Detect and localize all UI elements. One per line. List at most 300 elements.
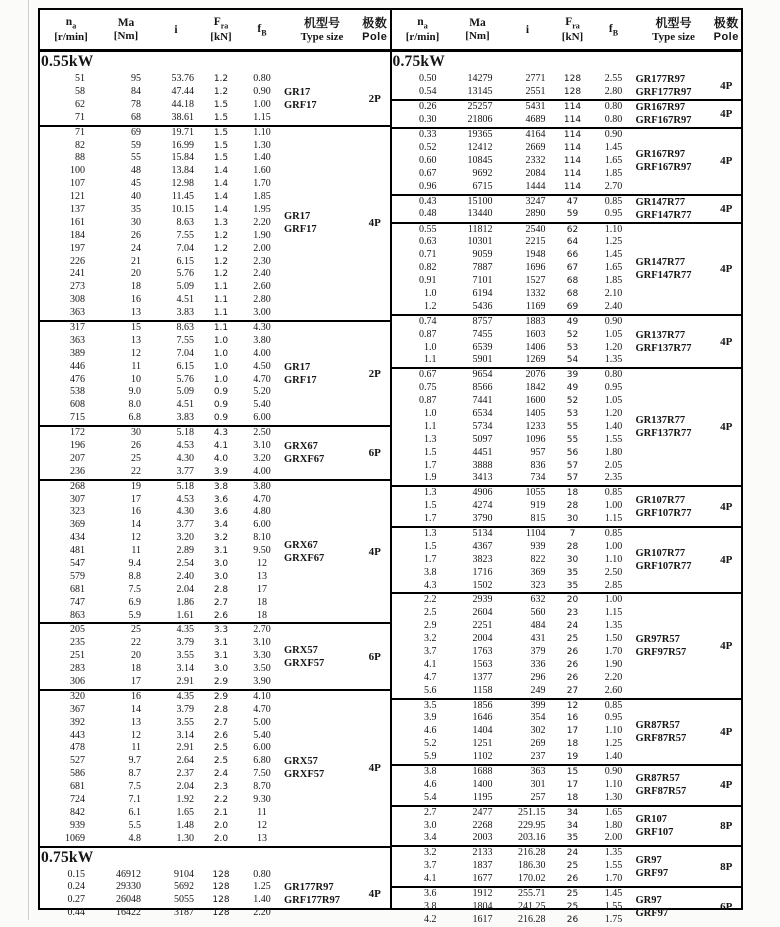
- cell-fb: 8.10: [253, 532, 271, 544]
- cell-na: 58: [75, 85, 85, 97]
- type-size-line: GR87R57: [635, 719, 680, 731]
- cell-na: 0.75: [419, 382, 437, 394]
- cell-i: 241.25: [518, 900, 546, 912]
- cell-ma: 2268: [472, 819, 493, 831]
- cell-fra: 25: [566, 634, 579, 645]
- cell-ma: 78: [131, 98, 141, 110]
- cell-fb: 1.80: [604, 446, 623, 458]
- cell-fra: 28: [566, 541, 579, 552]
- cell-ma: 13145: [467, 85, 493, 97]
- cell-fb: 0.85: [604, 527, 623, 539]
- cell-na: 251: [70, 650, 85, 662]
- spec-block: [392, 73, 742, 99]
- cell-fb: 5.20: [253, 386, 271, 398]
- cell-fb: 1.00: [253, 98, 271, 110]
- pole-value: 6P: [368, 446, 381, 459]
- cell-i: 3.79: [176, 703, 194, 715]
- cell-na: 0.27: [67, 894, 85, 906]
- cell-ma: 35: [131, 203, 141, 215]
- cell-fra: 1.2: [213, 243, 229, 254]
- cell-fb: 0.95: [604, 712, 623, 724]
- cell-fb: 1.35: [604, 620, 623, 632]
- cell-fb: 2.40: [604, 300, 623, 312]
- cell-na: 681: [70, 583, 85, 595]
- cell-i: 4.30: [176, 506, 194, 518]
- cell-i: 296: [530, 671, 546, 683]
- cell-fb: 13: [257, 832, 267, 844]
- cell-ma: 9692: [472, 167, 493, 179]
- cell-i: 939: [530, 540, 546, 552]
- cell-na: 0.63: [419, 236, 437, 248]
- cell-i: 2.91: [176, 742, 194, 754]
- pole-value: 4P: [720, 640, 733, 652]
- spec-block: [392, 222, 742, 314]
- cell-fra: 57: [566, 473, 579, 484]
- type-size-line: GR167R97: [635, 149, 686, 161]
- cell-fra: 1.0: [213, 374, 229, 385]
- type-size-line: GR147R77: [635, 256, 686, 268]
- cell-ma: 7.5: [128, 583, 141, 595]
- cell-ma: 13: [131, 334, 141, 346]
- cell-fra: 1.2: [213, 256, 229, 267]
- cell-na: 4.3: [424, 579, 437, 591]
- cell-ma: 8.7: [128, 768, 141, 780]
- cell-i: 1.86: [176, 596, 194, 608]
- cell-fra: 49: [566, 316, 579, 327]
- cell-i: 1405: [525, 407, 546, 419]
- cell-i: 919: [530, 500, 546, 512]
- cell-fra: 2.9: [213, 691, 229, 702]
- column-header-3: [554, 15, 592, 45]
- cell-fra: 67: [566, 263, 579, 274]
- spec-block: [392, 805, 742, 846]
- pole-value: 6P: [720, 901, 733, 914]
- type-size-line: GRF137R77: [635, 428, 692, 440]
- cell-ma: 6194: [472, 287, 493, 299]
- cell-na: 3.8: [424, 766, 437, 778]
- cell-na: 307: [70, 493, 85, 505]
- cell-fra: 18: [566, 488, 579, 499]
- cell-na: 306: [70, 676, 85, 688]
- column-header-unit: [kN]: [210, 31, 232, 44]
- cell-fra: 17: [566, 726, 579, 737]
- cell-i: 2.64: [176, 755, 194, 767]
- cell-i: 301: [530, 778, 546, 790]
- cell-i: 3.20: [176, 532, 194, 544]
- cell-fra: 2.8: [213, 704, 229, 715]
- pole-label: [712, 224, 742, 314]
- cell-ma: 9.4: [128, 558, 141, 569]
- cell-fra: 2.3: [213, 782, 229, 793]
- pole-value: 4P: [368, 545, 381, 558]
- cell-i: 1600: [525, 395, 546, 407]
- cell-na: 1.2: [424, 300, 437, 312]
- block-rows: [40, 481, 284, 623]
- cell-na: 71: [75, 111, 85, 123]
- block-rows: [392, 807, 636, 846]
- cell-i: 1696: [525, 262, 546, 274]
- spec-block: [392, 526, 742, 592]
- cell-fra: 2.5: [213, 743, 229, 754]
- cell-fb: 1.70: [604, 873, 623, 885]
- spec-block: [392, 99, 742, 127]
- cell-fb: 1.60: [253, 165, 271, 177]
- cell-i: 1527: [525, 275, 546, 287]
- cell-fb: 1.45: [604, 141, 623, 153]
- block-rows: [40, 624, 284, 688]
- cell-fb: 1.20: [604, 341, 623, 353]
- block-rows: [40, 691, 284, 846]
- cell-na: 363: [70, 307, 85, 319]
- cell-i: 1.65: [176, 806, 194, 818]
- cell-i: 1842: [525, 382, 546, 394]
- cell-i: 4.53: [176, 439, 194, 451]
- cell-fra: 2.8: [213, 584, 229, 595]
- cell-fb: 1.85: [253, 191, 271, 203]
- type-size-label: [284, 73, 360, 125]
- cell-i: 1948: [525, 249, 546, 261]
- cell-fra: 1.0: [213, 348, 229, 359]
- section-title: 0.55kW: [41, 53, 94, 71]
- type-size-line: GRXF67: [284, 552, 325, 564]
- cell-fb: 1.40: [253, 894, 271, 906]
- cell-fra: 16: [566, 713, 579, 724]
- cell-i: 2771: [525, 73, 546, 85]
- cell-na: 308: [70, 294, 85, 306]
- cell-fra: 1.5: [213, 127, 229, 138]
- cell-fra: 1.4: [213, 179, 229, 190]
- cell-i: 249: [530, 684, 546, 696]
- cell-na: 681: [70, 781, 85, 793]
- cell-fb: 0.90: [604, 766, 623, 778]
- cell-ma: 11: [131, 545, 141, 557]
- cell-na: 4.6: [424, 725, 437, 737]
- cell-fb: 2.80: [253, 294, 271, 306]
- cell-na: 3.4: [424, 832, 437, 844]
- cell-na: 1.7: [424, 459, 437, 471]
- column-header-3: [202, 15, 240, 45]
- cell-fra: 30: [566, 554, 579, 565]
- cell-fb: 9.30: [253, 794, 271, 806]
- cell-i: 2.91: [176, 676, 194, 688]
- block-rows: [392, 847, 636, 886]
- cell-i: 237: [530, 751, 546, 763]
- cell-fb: 2.20: [253, 216, 271, 228]
- cell-na: 4.6: [424, 778, 437, 790]
- cell-fb: 0.95: [604, 382, 623, 394]
- cell-fra: 3.1: [213, 651, 229, 662]
- cell-ma: 19: [131, 480, 141, 492]
- pole-label: [360, 624, 390, 688]
- pole-value: 4P: [720, 262, 733, 275]
- cell-ma: 5097: [472, 433, 493, 445]
- cell-fra: 3.6: [213, 494, 229, 505]
- cell-na: 71: [75, 126, 85, 138]
- pole-value: 4P: [720, 335, 733, 348]
- cell-fb: 1.65: [604, 262, 623, 274]
- type-size-line: GR97R57: [635, 634, 680, 645]
- cell-na: 4.1: [424, 658, 437, 670]
- type-size-label: [636, 369, 712, 485]
- cell-ma: 11: [131, 742, 141, 754]
- cell-na: 367: [70, 703, 85, 715]
- pole-label: [712, 129, 742, 193]
- cell-na: 939: [70, 819, 85, 831]
- cell-fb: 1.55: [604, 433, 623, 445]
- cell-i: 7.55: [176, 229, 194, 241]
- cell-ma: 11: [131, 360, 141, 372]
- type-size-label: [284, 322, 360, 425]
- cell-ma: 4906: [472, 487, 493, 499]
- cell-i: 3.79: [176, 637, 194, 649]
- cell-fb: 1.45: [604, 888, 623, 900]
- cell-ma: 3790: [472, 513, 493, 525]
- cell-fra: 56: [566, 447, 579, 458]
- column-header-unit: [r/min]: [54, 31, 88, 44]
- column-header-sub: ra: [220, 21, 229, 31]
- cell-na: 137: [70, 203, 85, 215]
- cell-fra: 57: [566, 460, 579, 471]
- column-header-main: F: [565, 16, 573, 28]
- pole-label: [712, 487, 742, 526]
- cell-fra: 28: [566, 501, 579, 512]
- cell-na: 283: [70, 663, 85, 675]
- cell-i: 3187: [174, 907, 194, 919]
- cell-fb: 1.10: [604, 553, 623, 565]
- spec-block: [392, 485, 742, 526]
- cell-i: 2.37: [176, 768, 194, 780]
- cell-i: 2.04: [176, 583, 194, 595]
- cell-ma: 7.5: [128, 781, 141, 793]
- type-size-label: [636, 594, 712, 697]
- pole-value: 4P: [720, 779, 733, 792]
- cell-na: 1.9: [424, 472, 437, 484]
- gearmotor-spec-table: [38, 8, 743, 925]
- block-rows: [392, 700, 636, 764]
- cell-fb: 2.05: [604, 459, 623, 471]
- pole-label: [712, 807, 742, 846]
- type-size-line: GRF107R77: [635, 507, 692, 519]
- cell-ma: 10301: [467, 236, 493, 248]
- cell-fb: 4.50: [253, 360, 271, 372]
- cell-na: 724: [70, 794, 85, 806]
- cell-i: 8.63: [176, 216, 194, 228]
- cell-i: 399: [530, 699, 546, 711]
- cell-fra: 3.0: [213, 559, 229, 569]
- cell-ma: 40: [131, 191, 141, 203]
- cell-na: 0.55: [419, 223, 437, 235]
- type-size-line: GRXF57: [284, 657, 325, 669]
- spec-block: [40, 73, 390, 125]
- cell-na: 842: [70, 806, 85, 818]
- pole-value: 4P: [720, 500, 733, 513]
- column-header-unit: [r/min]: [405, 31, 440, 44]
- type-size-line: GRX57: [284, 644, 318, 656]
- cell-ma: 13440: [467, 208, 493, 220]
- cell-fra: 68: [566, 276, 579, 287]
- cell-fb: 5.40: [253, 729, 271, 741]
- cell-fb: 3.80: [253, 334, 271, 346]
- column-header-latin: Type size: [300, 30, 344, 43]
- cell-fra: 1.4: [213, 204, 229, 215]
- spec-block: [392, 127, 742, 193]
- pole-value: 2P: [368, 367, 381, 380]
- cell-na: 0.26: [419, 101, 437, 113]
- scan-edge-line: [28, 0, 29, 920]
- cell-na: 0.87: [419, 328, 437, 340]
- cell-ma: 9.0: [128, 386, 141, 398]
- cell-fra: 3.1: [213, 638, 229, 649]
- cell-i: 1096: [525, 433, 546, 445]
- cell-fb: 0.80: [604, 113, 623, 125]
- type-size-line: GRF87R57: [635, 732, 687, 744]
- cell-fb: 1.55: [604, 900, 623, 912]
- pole-value: 4P: [720, 80, 733, 93]
- pole-value: 4P: [368, 217, 381, 230]
- cell-fb: 1.80: [604, 819, 623, 831]
- cell-fb: 1.90: [253, 229, 271, 241]
- type-size-line: GR137R77: [635, 329, 686, 341]
- cell-na: 161: [70, 216, 85, 228]
- cell-ma: 14: [131, 519, 141, 531]
- cell-i: 1169: [525, 300, 546, 312]
- column-header-main: Ma: [117, 16, 135, 29]
- cell-ma: 5901: [472, 354, 493, 366]
- pole-value: 4P: [720, 155, 733, 168]
- cell-ma: 1677: [472, 873, 493, 885]
- pole-label: [712, 73, 742, 99]
- cell-na: 1.3: [424, 433, 437, 445]
- spec-block: [40, 320, 390, 425]
- cell-na: 51: [75, 73, 85, 85]
- cell-fb: 1.70: [253, 178, 271, 190]
- cell-fb: 1.05: [604, 328, 623, 340]
- column-header-6: [360, 16, 390, 45]
- cell-na: 2.7: [424, 806, 437, 818]
- cell-na: 1.0: [424, 341, 437, 353]
- type-size-line: GRF97: [635, 908, 669, 920]
- cell-ma: 9059: [472, 249, 493, 261]
- cell-ma: 1195: [472, 791, 493, 803]
- cell-ma: 5734: [472, 420, 493, 432]
- type-size-line: GR177R97: [635, 74, 686, 86]
- type-size-label: [636, 316, 712, 368]
- cell-ma: 5436: [472, 300, 493, 312]
- cell-na: 1.5: [424, 540, 437, 552]
- cell-ma: 26: [131, 229, 141, 241]
- cell-fra: 35: [566, 580, 579, 591]
- block-rows: [392, 487, 636, 526]
- cell-fb: 3.90: [253, 676, 271, 688]
- pole-value: 2P: [368, 92, 381, 105]
- cell-ma: 1912: [472, 888, 493, 900]
- cell-fra: 128: [563, 86, 582, 97]
- cell-ma: 13: [131, 307, 141, 319]
- cell-i: 47.44: [171, 85, 194, 97]
- table-right-half: [392, 10, 742, 925]
- type-size-line: GRXF57: [284, 769, 325, 781]
- cell-ma: 21806: [467, 113, 493, 125]
- cell-ma: 13: [131, 716, 141, 728]
- cell-na: 4.2: [424, 913, 437, 925]
- cell-ma: 21: [131, 255, 141, 267]
- column-header-cjk: 极数: [713, 15, 739, 30]
- cell-fb: 1.20: [604, 407, 623, 419]
- cell-i: 3.77: [176, 465, 194, 477]
- cell-fb: 8.70: [253, 781, 271, 793]
- cell-na: 241: [70, 268, 85, 280]
- cell-na: 0.74: [419, 315, 437, 327]
- cell-i: 1055: [525, 487, 546, 499]
- cell-fb: 4.00: [253, 465, 271, 477]
- cell-na: 1.3: [424, 527, 437, 539]
- cell-na: 527: [70, 755, 85, 767]
- cell-ma: 2604: [472, 607, 493, 619]
- pole-label: [712, 369, 742, 485]
- cell-fra: 4.1: [213, 440, 229, 451]
- cell-i: 38.61: [171, 111, 194, 123]
- column-header-main: F: [213, 16, 221, 28]
- block-rows: [392, 888, 636, 927]
- type-size-label: [284, 427, 360, 479]
- cell-i: 10.15: [171, 203, 194, 215]
- cell-fb: 6.00: [253, 412, 271, 424]
- cell-ma: 2004: [472, 633, 493, 645]
- cell-na: 82: [75, 139, 85, 151]
- type-size-line: GRF97: [635, 867, 669, 879]
- cell-i: 632: [530, 594, 546, 606]
- cell-ma: 1400: [472, 778, 493, 790]
- cell-ma: 6.1: [128, 806, 141, 818]
- cell-na: 1.5: [424, 446, 437, 458]
- pole-value: 6P: [368, 650, 381, 663]
- cell-fb: 5.40: [253, 399, 271, 411]
- block-rows: [392, 316, 636, 368]
- cell-ma: 1837: [472, 860, 493, 872]
- table-left-half: [40, 10, 392, 919]
- cell-ma: 1377: [472, 671, 493, 683]
- cell-fra: 55: [566, 434, 579, 445]
- cell-fb: 1.25: [604, 236, 623, 248]
- cell-ma: 1646: [472, 712, 493, 724]
- type-size-line: GRF147R77: [635, 269, 692, 281]
- block-rows: [392, 73, 636, 99]
- cell-i: 19.71: [171, 126, 194, 138]
- cell-fra: 30: [566, 514, 579, 525]
- pole-value: 4P: [720, 421, 733, 434]
- cell-fb: 9.50: [253, 545, 271, 557]
- cell-fb: 3.30: [253, 650, 271, 662]
- cell-fra: 52: [566, 396, 579, 407]
- cell-fra: 2.0: [213, 833, 229, 844]
- cell-ma: 2251: [472, 620, 493, 632]
- cell-ma: 1102: [472, 751, 493, 763]
- cell-fra: 2.6: [213, 730, 229, 741]
- type-size-line: GR97: [635, 854, 662, 866]
- type-size-line: GR177R97: [284, 882, 334, 894]
- cell-ma: 3413: [472, 472, 493, 484]
- cell-na: 0.87: [419, 395, 437, 407]
- type-size-line: GRF17: [284, 374, 317, 386]
- cell-fra: 0.9: [213, 400, 229, 411]
- pole-value: 8P: [720, 820, 733, 833]
- spec-block: [40, 425, 390, 479]
- cell-i: 336: [530, 658, 546, 670]
- cell-fb: 2.20: [604, 671, 623, 683]
- cell-na: 3.2: [424, 633, 437, 645]
- cell-fra: 2.0: [213, 820, 229, 831]
- cell-na: 0.48: [419, 208, 437, 220]
